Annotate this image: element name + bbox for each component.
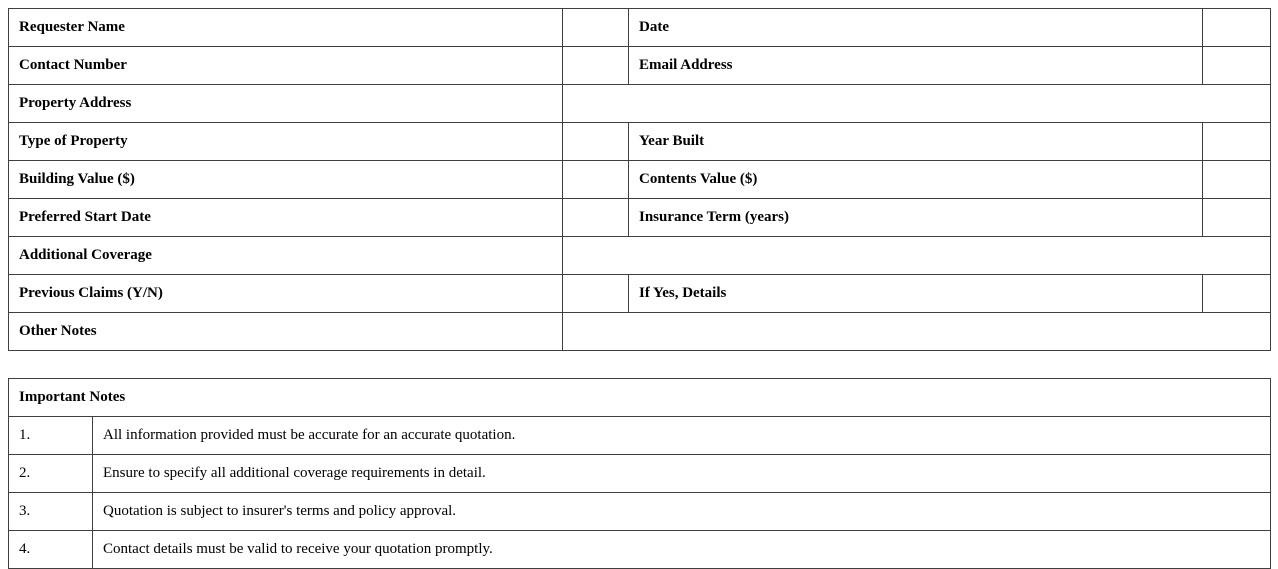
form-row-contact	[9, 47, 1271, 85]
email-address-field[interactable]	[1203, 47, 1271, 85]
contact-number-field[interactable]	[563, 47, 629, 85]
requester-name-field[interactable]	[563, 9, 629, 47]
form-row-other-notes	[9, 313, 1271, 351]
note-text: Ensure to specify all additional coverage requirements in detail.	[93, 455, 1271, 493]
email-address-label: Email Address	[629, 47, 1203, 85]
important-notes-title: Important Notes	[9, 379, 1271, 417]
note-text: Quotation is subject to insurer's terms and policy approval.	[93, 493, 1271, 531]
claim-details-field[interactable]	[1203, 275, 1271, 313]
property-address-label: Property Address	[9, 85, 563, 123]
property-type-label: Type of Property	[9, 123, 563, 161]
note-number: 2.	[9, 455, 93, 493]
note-row	[9, 455, 1271, 493]
contents-value-field[interactable]	[1203, 161, 1271, 199]
insurance-term-field[interactable]	[1203, 199, 1271, 237]
date-label: Date	[629, 9, 1203, 47]
previous-claims-label: Previous Claims (Y/N)	[9, 275, 563, 313]
note-number: 1.	[9, 417, 93, 455]
form-row-claims	[9, 275, 1271, 313]
claim-details-label: If Yes, Details	[629, 275, 1203, 313]
contents-value-label: Contents Value ($)	[629, 161, 1203, 199]
contact-number-label: Contact Number	[9, 47, 563, 85]
preferred-start-date-field[interactable]	[563, 199, 629, 237]
form-row-start-term	[9, 199, 1271, 237]
additional-coverage-field[interactable]	[563, 237, 1271, 275]
note-number: 3.	[9, 493, 93, 531]
note-text: All information provided must be accurate for an accurate quotation.	[93, 417, 1271, 455]
other-notes-label: Other Notes	[9, 313, 563, 351]
note-number: 4.	[9, 531, 93, 569]
building-value-label: Building Value ($)	[9, 161, 563, 199]
other-notes-field[interactable]	[563, 313, 1271, 351]
year-built-label: Year Built	[629, 123, 1203, 161]
year-built-field[interactable]	[1203, 123, 1271, 161]
previous-claims-field[interactable]	[563, 275, 629, 313]
requester-name-label: Requester Name	[9, 9, 563, 47]
preferred-start-date-label: Preferred Start Date	[9, 199, 563, 237]
building-value-field[interactable]	[563, 161, 629, 199]
property-address-field[interactable]	[563, 85, 1271, 123]
additional-coverage-label: Additional Coverage	[9, 237, 563, 275]
note-text: Contact details must be valid to receive your quotation promptly.	[93, 531, 1271, 569]
notes-header-row	[9, 379, 1271, 417]
form-row-values	[9, 161, 1271, 199]
note-row	[9, 493, 1271, 531]
quotation-request-form	[8, 8, 1271, 351]
property-type-field[interactable]	[563, 123, 629, 161]
form-row-additional-coverage	[9, 237, 1271, 275]
form-row-property-address	[9, 85, 1271, 123]
insurance-term-label: Insurance Term (years)	[629, 199, 1203, 237]
important-notes-table	[8, 378, 1271, 569]
note-row	[9, 417, 1271, 455]
form-row-property-type	[9, 123, 1271, 161]
form-row-requester	[9, 9, 1271, 47]
date-field[interactable]	[1203, 9, 1271, 47]
